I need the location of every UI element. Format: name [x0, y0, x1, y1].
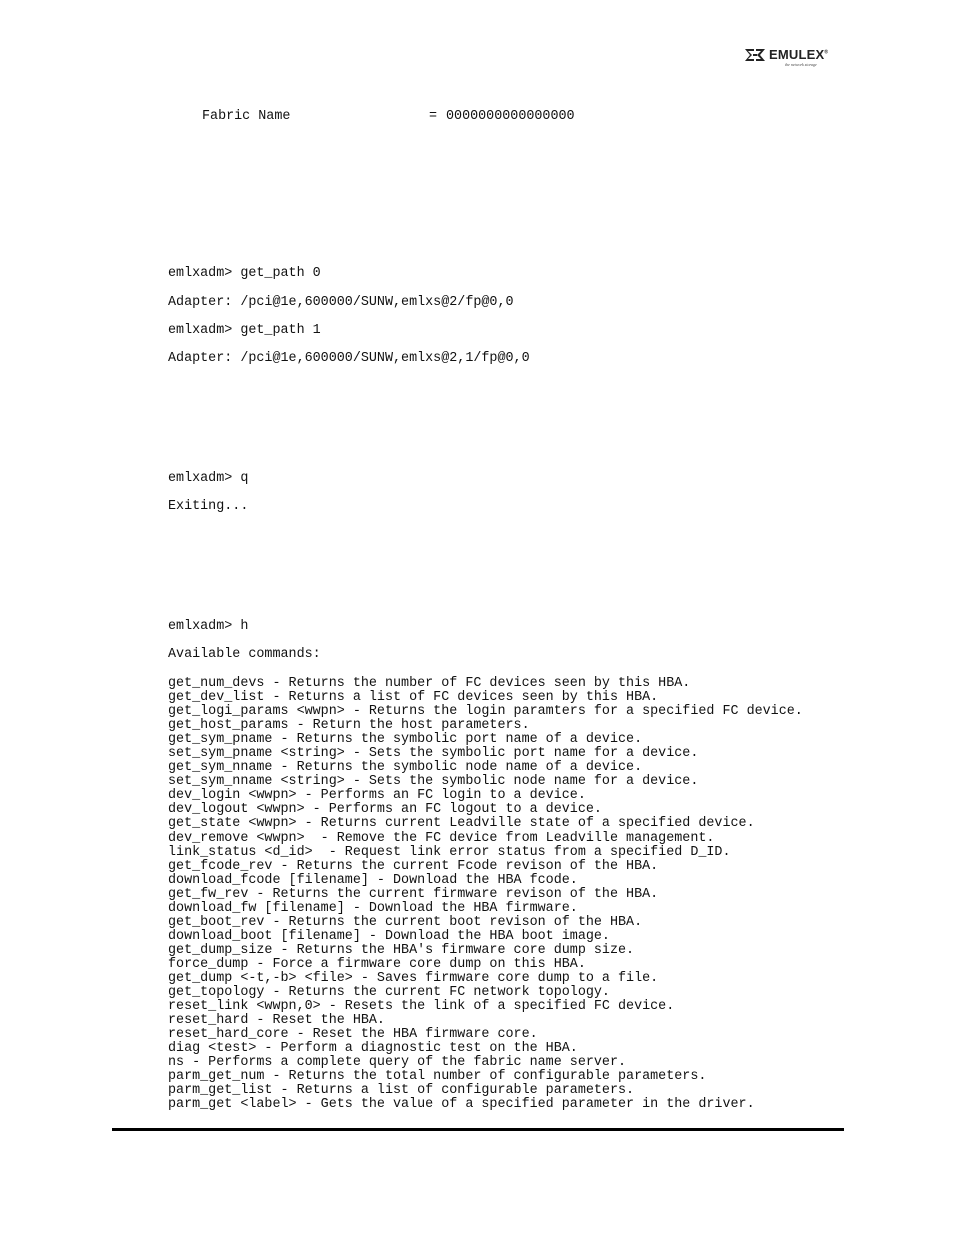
fabric-name-value: 0000000000000000	[446, 109, 575, 124]
brand-tagline: the network storage	[785, 62, 817, 67]
emulex-logo-icon	[744, 48, 766, 62]
command-list	[168, 677, 803, 1112]
command-list-item: reset_hard - Reset the HBA.	[168, 1013, 385, 1029]
output-exiting: Exiting...	[168, 499, 249, 514]
footer-rule	[112, 1128, 844, 1131]
command-list-item: get_fcode_rev - Returns the current Fcode revison of the HBA.	[168, 858, 659, 874]
command-get-path-0: emlxadm> get_path 0	[168, 266, 321, 281]
command-get-path-1: emlxadm> get_path 1	[168, 323, 321, 338]
command-list-item: reset_hard_core - Reset the HBA firmware core.	[168, 1027, 538, 1043]
command-list-item: get_dev_list - Returns a list of FC devices seen by this HBA.	[168, 690, 659, 706]
command-list-item: get_dump_size - Returns the HBA's firmware core dump size.	[168, 942, 635, 958]
command-list-item: parm_get_list - Returns a list of configurable parameters.	[168, 1083, 635, 1099]
command-list-item: get_sym_nname - Returns the symbolic node name of a device.	[168, 760, 643, 776]
command-list-item: get_dump <-t,-b> <file> - Saves firmware core dump to a file.	[168, 970, 659, 986]
output-adapter-1: Adapter: /pci@1e,600000/SUNW,emlxs@2,1/fp@0,0	[168, 351, 530, 366]
command-list-item: get_boot_rev - Returns the current boot revison of the HBA.	[168, 914, 643, 930]
command-list-item: ns - Performs a complete query of the fabric name server.	[168, 1055, 627, 1071]
command-list-item: get_fw_rev - Returns the current firmware revison of the HBA.	[168, 886, 659, 902]
command-list-item: get_logi_params <wwpn> - Returns the login paramters for a specified FC device.	[168, 704, 803, 720]
fabric-name-equals: =	[429, 109, 438, 124]
command-list-item: dev_logout <wwpn> - Performs an FC logout to a device.	[168, 802, 602, 818]
command-list-item: get_host_params - Return the host parameters.	[168, 718, 530, 734]
command-list-item: set_sym_nname <string> - Sets the symbolic node name for a device.	[168, 774, 699, 790]
command-list-item: reset_link <wwpn,0> - Resets the link of a specified FC device.	[168, 999, 675, 1015]
available-commands-header: Available commands:	[168, 647, 321, 662]
command-list-item: parm_get_num - Returns the total number of configurable parameters.	[168, 1069, 707, 1085]
command-list-item: download_fcode [filename] - Download the HBA fcode.	[168, 872, 578, 888]
command-list-item: download_fw [filename] - Download the HBA firmware.	[168, 900, 578, 916]
emulex-logo	[744, 47, 844, 69]
command-list-item: dev_login <wwpn> - Performs an FC login to a device.	[168, 788, 586, 804]
output-adapter-0: Adapter: /pci@1e,600000/SUNW,emlxs@2/fp@0,0	[168, 295, 514, 310]
command-list-item: parm_get <label> - Gets the value of a specified parameter in the driver.	[168, 1097, 755, 1113]
command-list-item: diag <test> - Perform a diagnostic test on the HBA.	[168, 1041, 578, 1057]
command-list-item: get_num_devs - Returns the number of FC devices seen by this HBA.	[168, 676, 691, 691]
command-list-item: get_sym_pname - Returns the symbolic port name of a device.	[168, 732, 643, 748]
command-list-item: get_state <wwpn> - Returns current Leadville state of a specified device.	[168, 816, 755, 832]
command-help: emlxadm> h	[168, 619, 249, 634]
brand-name: EMULEX®	[769, 47, 829, 62]
command-list-item: set_sym_pname <string> - Sets the symbolic port name for a device.	[168, 746, 699, 762]
command-list-item: download_boot [filename] - Download the HBA boot image.	[168, 928, 610, 944]
command-list-item: force_dump - Force a firmware core dump on this HBA.	[168, 956, 586, 972]
command-quit: emlxadm> q	[168, 471, 249, 486]
command-list-item: link_status <d_id> - Request link error status from a specified D_ID.	[168, 844, 731, 860]
command-list-item: dev_remove <wwpn> - Remove the FC device from Leadville management.	[168, 830, 715, 846]
command-list-item: get_topology - Returns the current FC network topology.	[168, 985, 610, 1001]
fabric-name-label: Fabric Name	[202, 109, 291, 124]
